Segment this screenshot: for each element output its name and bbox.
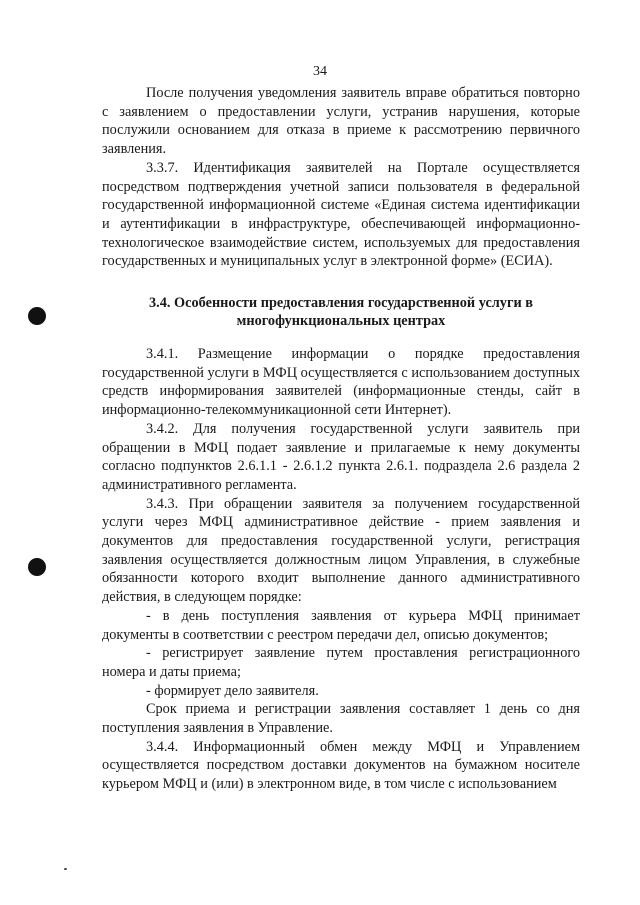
- paragraph-refusal-resubmission: После получения уведомления заявитель вправе обратиться повторно с заявлением о предоставлении услуги, устранив нарушения, которые послужили основанием для отказа в приеме к рассмотрению первичного заявления.: [102, 85, 580, 158]
- paragraph-3-4-2: 3.4.2. Для получения государственной услуги заявитель при обращении в МФЦ подает заявление и прилагаемые к нему документы согласно подпунктов 2.6.1.1 - 2.6.1.2 пункта 2.6.1. подраздела 2.6 раздела 2 административного регламента.: [102, 420, 580, 493]
- list-item-form-case: - формирует дело заявителя.: [146, 682, 319, 699]
- section-heading: [102, 294, 580, 330]
- hole-punch-mark-bottom: [28, 558, 46, 576]
- section-heading-line-1: 3.4. Особенности предоставления государственной услуги в: [149, 295, 533, 311]
- hole-punch-mark-top: [28, 307, 46, 325]
- paragraph-3-4-1: 3.4.1. Размещение информации о порядке предоставления государственной услуги в МФЦ осуществляется с использованием доступных средств информирования заявителей (информационные стенды, сайт в информационно-телекоммуникационной сети Интернет).: [102, 346, 580, 419]
- list-item-courier: - в день поступления заявления от курьера МФЦ принимает документы в соответствии с реестром передачи дел, описью документов;: [102, 607, 580, 643]
- scan-speck: [64, 868, 67, 870]
- paragraph-registration-term: Срок приема и регистрации заявления составляет 1 день со дня поступления заявления в Управление.: [102, 701, 580, 737]
- section-heading-line-2: многофункциональных центрах: [236, 313, 446, 329]
- list-item-register: - регистрирует заявление путем проставления регистрационного номера и даты приема;: [102, 645, 580, 680]
- paragraph-3-4-4: 3.4.4. Информационный обмен между МФЦ и Управлением осуществляется посредством доставки документов на бумажном носителе курьером МФЦ и (или) в электронном виде, в том числе с использованием: [102, 738, 580, 793]
- page-number: 34: [313, 64, 327, 79]
- section-text-block: [102, 345, 580, 794]
- top-text-block: [102, 84, 580, 271]
- paragraph-3-4-3: 3.4.3. При обращении заявителя за получением государственной услуги через МФЦ административное действие - прием заявления и документов для предоставления государственной услуги, регистрация заявления осуществляется должностным лицом Управления, в служебные обязанности которого входит выполнение данного административного действия, в следующем порядке:: [102, 495, 580, 606]
- paragraph-3-3-7: 3.3.7. Идентификация заявителей на Портале осуществляется посредством подтверждения учетной записи пользователя в федеральной государственной информационной системе «Единая система идентификации и аутентификации в инфраструктуре, обеспечивающей информационно-технологическое взаимодействие систем, используемых для предоставления государственных и муниципальных услуг в электронной форме» (ЕСИА).: [102, 159, 580, 270]
